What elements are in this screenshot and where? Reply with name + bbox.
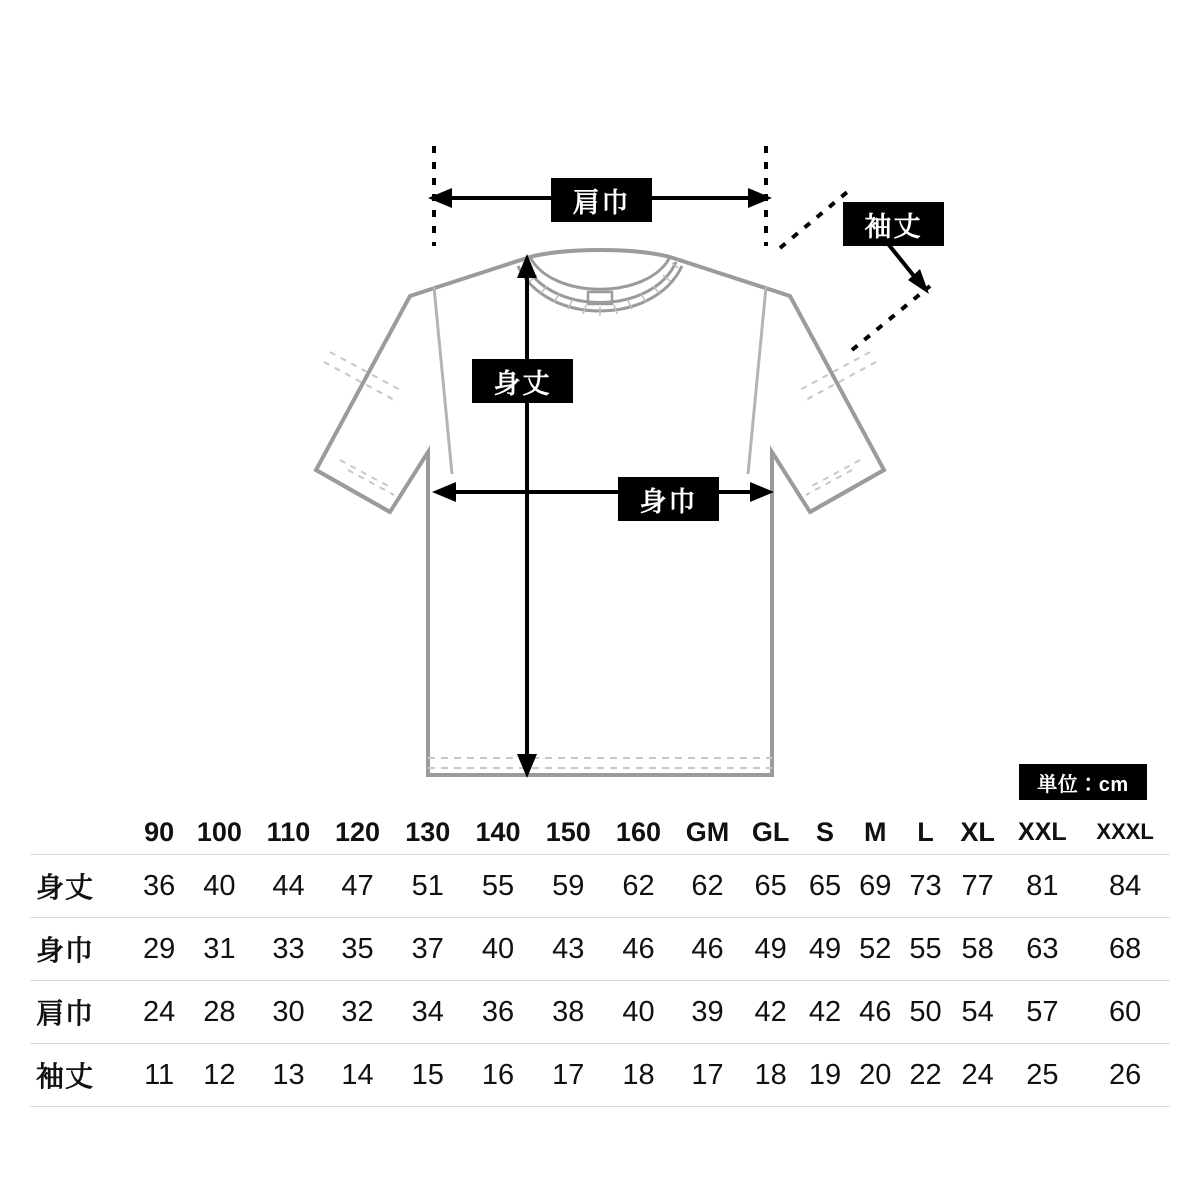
table-cell: 62 [622,869,655,902]
table-cell: 62 [691,869,724,902]
table-cell: 22 [909,1058,942,1091]
table-cell: 44 [272,869,305,902]
column-header: 160 [615,816,661,847]
table-cell: 65 [754,869,787,902]
table-cell: 26 [1109,1058,1142,1091]
table-cell: 32 [341,995,374,1028]
table-cell: 19 [808,1058,842,1091]
table-cell: 46 [859,995,892,1028]
table-cell: 46 [691,932,724,965]
table-cell: 13 [272,1058,305,1091]
table-cell: 36 [481,995,515,1028]
table-cell: 39 [691,995,724,1028]
table-row [30,1044,1170,1107]
table-cell: 17 [691,1058,724,1091]
table-cell: 59 [552,869,585,902]
table-cell: 15 [411,1058,444,1091]
table-cell: 30 [272,995,305,1028]
table-row [30,918,1170,981]
size-chart-header [30,810,1170,855]
table-header-row [30,810,1170,855]
sleeve-length-label: 袖丈 [843,202,944,246]
right-sleeve-stitching [796,352,876,495]
table-row [30,855,1170,918]
table-cell: 63 [1026,932,1059,965]
column-header: XXL [1018,817,1067,846]
table-cell: 58 [961,932,994,965]
shoulder-width-label: 肩巾 [551,178,652,222]
shirt-outline [316,250,884,775]
hem-stitching [428,758,772,768]
table-cell: 40 [481,932,515,965]
table-cell: 28 [203,995,236,1028]
table-cell: 51 [411,869,444,902]
column-header: 110 [266,816,311,847]
column-header: GM [685,816,730,847]
table-cell: 31 [203,932,236,965]
column-header: 90 [144,816,175,847]
table-cell: 54 [961,995,994,1028]
column-header: L [917,816,934,847]
table-cell: 29 [143,932,176,965]
column-header: S [815,816,834,847]
column-header: 100 [196,816,242,847]
table-cell: 37 [411,932,444,965]
table-cell: 17 [552,1058,585,1091]
table-cell: 60 [1109,995,1142,1028]
table-cell: 18 [754,1058,787,1091]
body-width-arrow-left [432,482,456,502]
table-cell: 20 [859,1058,892,1091]
table-cell: 46 [622,932,655,965]
table-cell: 25 [1026,1058,1059,1091]
column-header: GL [751,816,790,847]
unit-badge: 単位：cm [1019,764,1147,800]
row-header-sleeve-length: 袖丈 [36,1061,95,1092]
column-header: 150 [545,816,591,847]
table-cell: 52 [859,932,892,965]
table-row [30,981,1170,1044]
table-cell: 18 [622,1058,655,1091]
table-cell: 68 [1109,932,1142,965]
table-corner-cell [30,810,134,855]
table-cell: 33 [272,932,305,965]
shoulder-arrow-left-head [428,188,452,208]
table-cell: 49 [754,932,787,965]
table-cell: 55 [909,932,942,965]
body-length-label: 身丈 [472,359,573,403]
column-header: 120 [334,816,381,847]
table-cell: 24 [961,1058,994,1091]
shoulder-arrow-right-head [748,188,772,208]
table-cell: 57 [1026,995,1059,1028]
table-cell: 42 [808,995,842,1028]
table-cell: 40 [622,995,655,1028]
table-cell: 81 [1026,869,1059,902]
table-cell: 11 [144,1058,175,1091]
table-cell: 73 [909,869,942,902]
table-cell: 49 [808,932,842,965]
table-cell: 16 [481,1058,515,1091]
table-cell: 36 [143,869,176,902]
table-cell: 42 [754,995,787,1028]
table-cell: 69 [859,869,892,902]
table-cell: 77 [961,869,994,902]
column-header: XXXL [1096,819,1154,844]
column-header: 130 [405,816,451,847]
table-cell: 38 [552,995,585,1028]
column-header: 140 [475,816,521,847]
size-chart-body [30,855,1170,1107]
row-header-body-width: 身巾 [36,935,95,966]
table-cell: 50 [909,995,942,1028]
table-cell: 47 [341,869,374,902]
size-chart-table [30,810,1170,1107]
table-cell: 55 [481,869,515,902]
table-cell: 84 [1109,869,1142,902]
table-cell: 65 [808,869,842,902]
table-cell: 40 [203,869,236,902]
body-width-label: 身巾 [618,477,719,521]
left-sleeve-stitching [324,352,404,495]
row-header-shoulder-width: 肩巾 [36,998,95,1029]
row-header-body-length: 身丈 [36,872,95,903]
table-cell: 14 [341,1058,374,1091]
table-cell: 12 [203,1058,236,1091]
table-cell: 35 [341,932,374,965]
column-header: XL [960,816,995,847]
table-cell: 24 [143,995,176,1028]
column-header: M [864,816,887,847]
table-cell: 43 [552,932,585,965]
table-cell: 34 [411,995,444,1028]
